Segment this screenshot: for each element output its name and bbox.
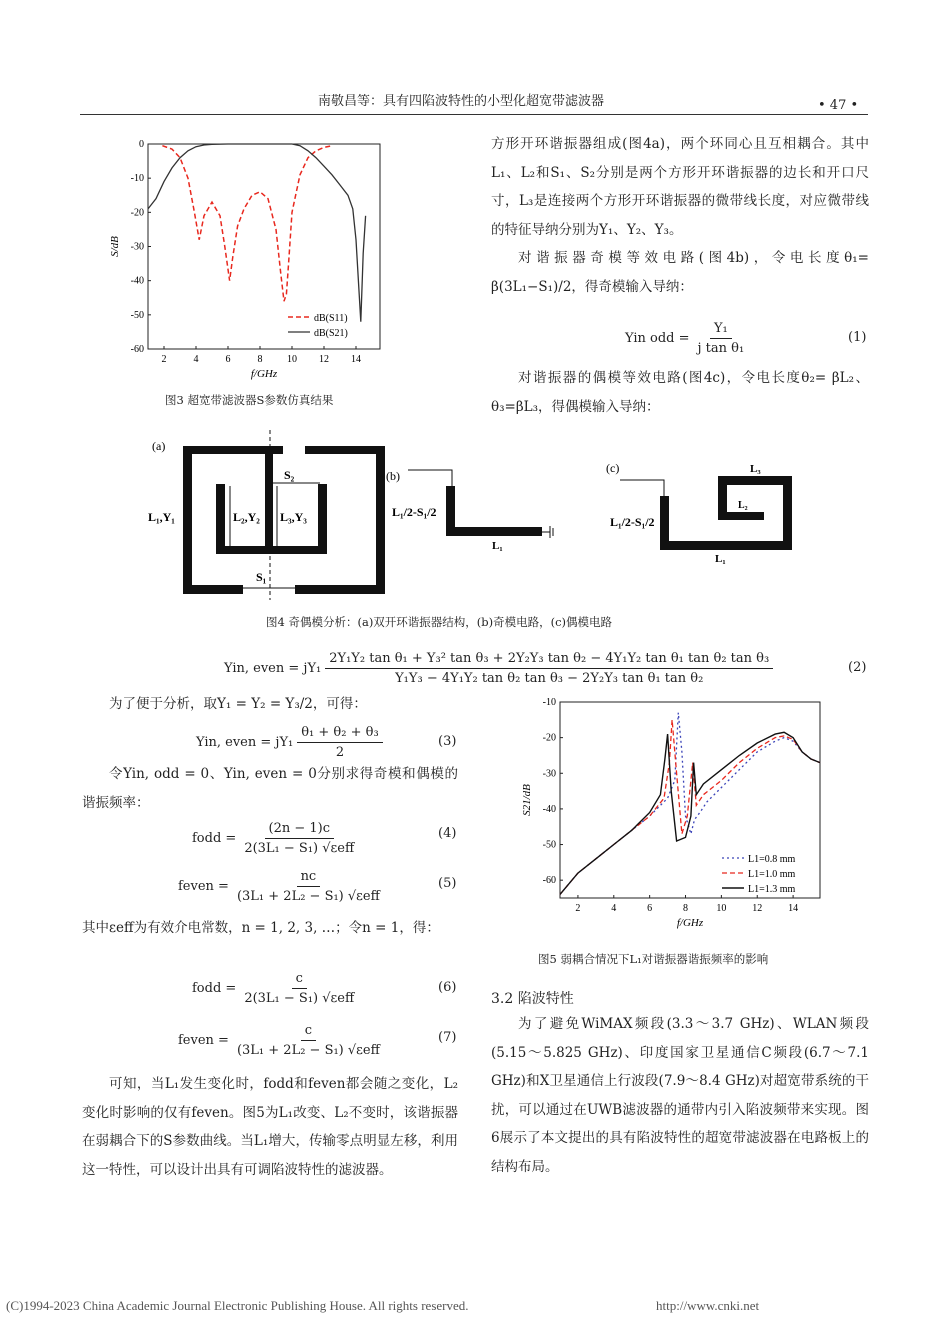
fig4c-l2: L₂ — [738, 500, 748, 511]
outer-ring-bottom-left — [183, 585, 243, 594]
fig5-legend-label: L1=1.3 mm — [748, 884, 796, 895]
eq3-number: (3) — [438, 734, 457, 749]
label-s1: S₁ — [256, 570, 267, 584]
fig4-diagram — [140, 428, 860, 608]
eq5-number: (5) — [438, 876, 457, 891]
page-number: • 47 • — [818, 98, 859, 113]
fig3-xtick-label: 12 — [319, 354, 329, 365]
eq5-numerator: nc — [297, 869, 321, 887]
fig3-ytick-label: 0 — [139, 139, 144, 150]
paragraph-even-mode: 对谐振器的偶模等效电路(图4c)，令电长度θ₂= βL₂、θ₃=βL₃，得偶模输入导纳： — [491, 370, 869, 415]
eq6-number: (6) — [438, 980, 457, 995]
fig3-legend — [288, 313, 348, 339]
eq7-fraction — [233, 1023, 384, 1058]
fig5-ytick-label: -20 — [542, 732, 556, 744]
eq2-number: (2) — [848, 660, 867, 675]
eq1-number: (1) — [848, 330, 867, 345]
fig5-xtick-label: 6 — [647, 903, 653, 914]
equation-6 — [192, 966, 358, 1010]
fig3-xlabel: f/GHz — [250, 368, 278, 380]
eq1-denominator: j tan θ₁ — [697, 340, 745, 356]
fig4-caption: 图4 奇偶模分析：(a)双开环谐振器结构，(b)奇模电路，(c)偶模电路 — [266, 615, 613, 629]
simplify-text: 为了便于分析，取Y₁ = Y₂ = Y₃/2，可得： — [109, 696, 367, 712]
paragraph-result: 可知，当L₁发生变化时，fodd和feven都会随之变化，L₂变化时影响的仅有feven。图5为L₁改变、L₂不变时，该谐振器在弱耦合下的S参数曲线。当L₁增大，传输零点明显左移，利用这一特性，可以设计出具有可调陷波特性的滤波器。 — [82, 1076, 458, 1178]
eq7-denominator: (3L₁ + 2L₂ − S₁) √εeff — [236, 1042, 380, 1058]
fig4c-length: L₁/2-S₁/2 — [610, 515, 655, 529]
fig3-xtick-label: 14 — [351, 354, 361, 365]
eq7-numerator: c — [301, 1023, 316, 1041]
fig4a-tag: (a) — [152, 439, 166, 453]
paragraph-eff: 其中εeff为有效介电常数，n = 1, 2, 3, …；令n = 1，得： — [82, 920, 440, 936]
equation-2 — [224, 646, 773, 690]
equation-1 — [625, 318, 748, 358]
fig3-xtick-label: 4 — [193, 354, 199, 365]
right-top-text — [491, 130, 869, 301]
fig5-ylabel: S21/dB — [521, 784, 533, 816]
outer-ring-top-right — [305, 446, 385, 454]
fig5-caption: 图5 弱耦合情况下L₁对谐振器谐振频率的影响 — [538, 952, 769, 966]
fig5-ytick-label: -40 — [542, 803, 556, 815]
equation-4 — [192, 816, 358, 860]
fig5-series — [560, 713, 820, 895]
fig4c-line — [660, 476, 792, 550]
fig4c-bottom — [660, 541, 791, 550]
fig3-legend-label: dB(S11) — [314, 313, 348, 324]
fig3-ytick-label: -10 — [130, 173, 144, 185]
fig3-caption: 图3 超宽带滤波器S参数仿真结果 — [165, 393, 334, 407]
fig5-ytick-label: -50 — [542, 839, 556, 851]
eq1-numerator: Y₁ — [710, 321, 732, 339]
fig3-ytick-label: -30 — [130, 241, 144, 253]
eq3-denominator: 2 — [335, 744, 345, 760]
connect-line-l3 — [265, 446, 273, 546]
fig5-xlabel: f/GHz — [676, 917, 704, 929]
section-heading: 3.2 陷波特性 — [491, 991, 574, 1007]
eq5-denominator: (3L₁ + 2L₂ − S₁) √εeff — [236, 888, 380, 904]
fig4c-port — [620, 480, 664, 496]
fig3-series-1 — [162, 146, 332, 302]
label-l2y2: L₂,Y₂ — [233, 510, 260, 524]
fig4c-right — [783, 476, 792, 550]
fig4b-length: L₁/2-S₁/2 — [392, 505, 437, 519]
fig5-legend-label: L1=1.0 mm — [748, 869, 796, 880]
fig5-xtick-label: 2 — [575, 903, 581, 914]
outer-ring-left — [183, 446, 192, 594]
eq4-number: (4) — [438, 826, 457, 841]
fig3-xtick-label: 10 — [287, 354, 297, 365]
fig3-xtick-label: 2 — [161, 354, 167, 365]
fig3-axes — [109, 139, 380, 380]
eq4-numerator: (2n − 1)c — [265, 821, 335, 839]
eq5-lhs: feven = — [178, 878, 229, 894]
fig5-ytick-label: -60 — [542, 875, 556, 887]
fig3-legend-label: dB(S21) — [314, 328, 348, 339]
eq6-fraction — [240, 971, 358, 1006]
label-s2: S₂ — [284, 468, 295, 482]
outer-ring-right — [376, 446, 385, 594]
eq3-numerator: θ₁ + θ₂ + θ₃ — [297, 725, 382, 743]
fig3-series — [148, 144, 366, 322]
fig4b-port — [408, 470, 452, 486]
eq1-lhs: Yin odd = — [625, 330, 690, 346]
fig3-ylabel: S/dB — [109, 236, 121, 257]
fig3-chart — [98, 132, 390, 392]
fig5-xtick-label: 4 — [611, 903, 617, 914]
equation-3 — [196, 722, 383, 762]
fig3-series-2 — [148, 144, 366, 322]
fig3-ytick-label: -20 — [130, 207, 144, 219]
fig4b-line — [446, 486, 542, 536]
fig4b-tag: (b) — [386, 469, 400, 483]
fig4c-top — [718, 476, 792, 485]
header-rule — [80, 114, 868, 115]
fig4c-tag: (c) — [606, 461, 620, 475]
fig5-xtick-label: 12 — [752, 903, 763, 914]
fig3-ytick-label: -50 — [130, 309, 144, 321]
eq4-lhs: fodd = — [192, 830, 237, 846]
equation-5 — [178, 864, 384, 908]
fig3-xtick-label: 8 — [257, 354, 263, 365]
eq7-lhs: feven = — [178, 1032, 229, 1048]
fig4c-l3: L₃ — [750, 463, 761, 475]
copyright: (C)1994-2023 China Academic Journal Electronic Publishing House. All rights reserved. — [6, 1298, 469, 1313]
fig5-xtick-label: 8 — [683, 903, 689, 914]
fig5-legend — [722, 854, 796, 895]
fig4b-horizontal — [446, 527, 542, 536]
paragraph-notch: 为了避免WiMAX频段(3.3～3.7 GHz)、WLAN频段(5.15～5.825 GHz)、印度国家卫星通信C频段(6.7～7.1 GHz)和X卫星通信上行波段(7.9～8.4 GHz)对超宽带系统的干扰，可以通过在UWB滤波器的通带内引入陷波频带来实现。图6展示了本文提出的具有陷波特性的超宽带滤波器在电路板上的结构布局。 — [491, 1016, 869, 1175]
eq7-number: (7) — [438, 1030, 457, 1045]
eq1-fraction — [694, 321, 749, 356]
fig5-legend-label: L1=0.8 mm — [748, 854, 796, 865]
fig3-xtick-label: 6 — [225, 354, 231, 365]
fig5-ytick-label: -30 — [542, 768, 556, 780]
eq6-lhs: fodd = — [192, 980, 237, 996]
fig3-ytick-label: -60 — [130, 344, 144, 355]
footer-url: http://www.cnki.net — [656, 1298, 760, 1313]
fig4c-l1: L₁ — [715, 553, 726, 565]
inner-ring-left — [216, 484, 225, 554]
eq2-denominator: Y₁Y₃ − 4Y₁Y₂ tan θ₂ tan θ₃ − 2Y₂Y₃ tan θ₁ tan θ₂ — [395, 670, 704, 686]
fig5-xtick-label: 14 — [788, 903, 799, 914]
fig5-chart — [508, 692, 830, 942]
eq3-fraction — [297, 725, 382, 760]
inner-ring-bottom — [216, 546, 327, 554]
eq2-fraction — [325, 651, 773, 686]
fig4c-inner-bottom — [718, 512, 764, 520]
fig5-ytick-label: -10 — [542, 697, 556, 708]
paragraph-order: 令Yin, odd = 0、Yin, even = 0分别求得奇模和偶模的谐振频率： — [82, 766, 458, 811]
inner-ring-right — [318, 484, 327, 554]
paragraph-odd-mode: 对谐振器奇模等效电路(图4b)，令电长度θ₁= β(3L₁−S₁)/2，得奇模输入导纳： — [491, 250, 869, 295]
running-title: 南敬昌等：具有四陷波特性的小型化超宽带滤波器 — [318, 94, 605, 109]
fig5-xtick-label: 10 — [716, 903, 727, 914]
paragraph-simplify — [82, 690, 458, 719]
eq2-lhs: Yin, even = jY₁ — [224, 660, 322, 676]
fig4b-l1: L₁ — [492, 540, 503, 552]
eq4-denominator: 2(3L₁ − S₁) √εeff — [244, 840, 355, 856]
eq6-numerator: c — [292, 971, 307, 989]
fig5-series-1 — [560, 713, 820, 895]
label-l1y1: L₁,Y₁ — [148, 510, 175, 524]
equation-7 — [178, 1018, 384, 1062]
paragraph-ring-structure: 方形开环谐振器组成(图4a)，两个环同心且互相耦合。其中L₁、L₂和S₁、S₂分别是两个方形开环谐振器的边长和开口尺寸，L₃是连接两个方形开环谐振器的微带线长度，对应微带线的特征导纳分别为Y₁、Y₂、Y₃。 — [491, 136, 869, 238]
eq2-numerator: 2Y₁Y₂ tan θ₁ + Y₃² tan θ₃ + 2Y₂Y₃ tan θ₂ − 4Y₁Y₂ tan θ₁ tan θ₂ tan θ₃ — [325, 651, 773, 669]
label-l3y3: L₃,Y₃ — [280, 510, 307, 524]
eq6-denominator: 2(3L₁ − S₁) √εeff — [244, 990, 355, 1006]
eq5-fraction — [233, 869, 384, 904]
eq4-fraction — [240, 821, 358, 856]
eq3-lhs: Yin, even = jY₁ — [196, 734, 294, 750]
fig3-ytick-label: -40 — [130, 275, 144, 287]
outer-ring-bottom-right — [295, 585, 385, 594]
